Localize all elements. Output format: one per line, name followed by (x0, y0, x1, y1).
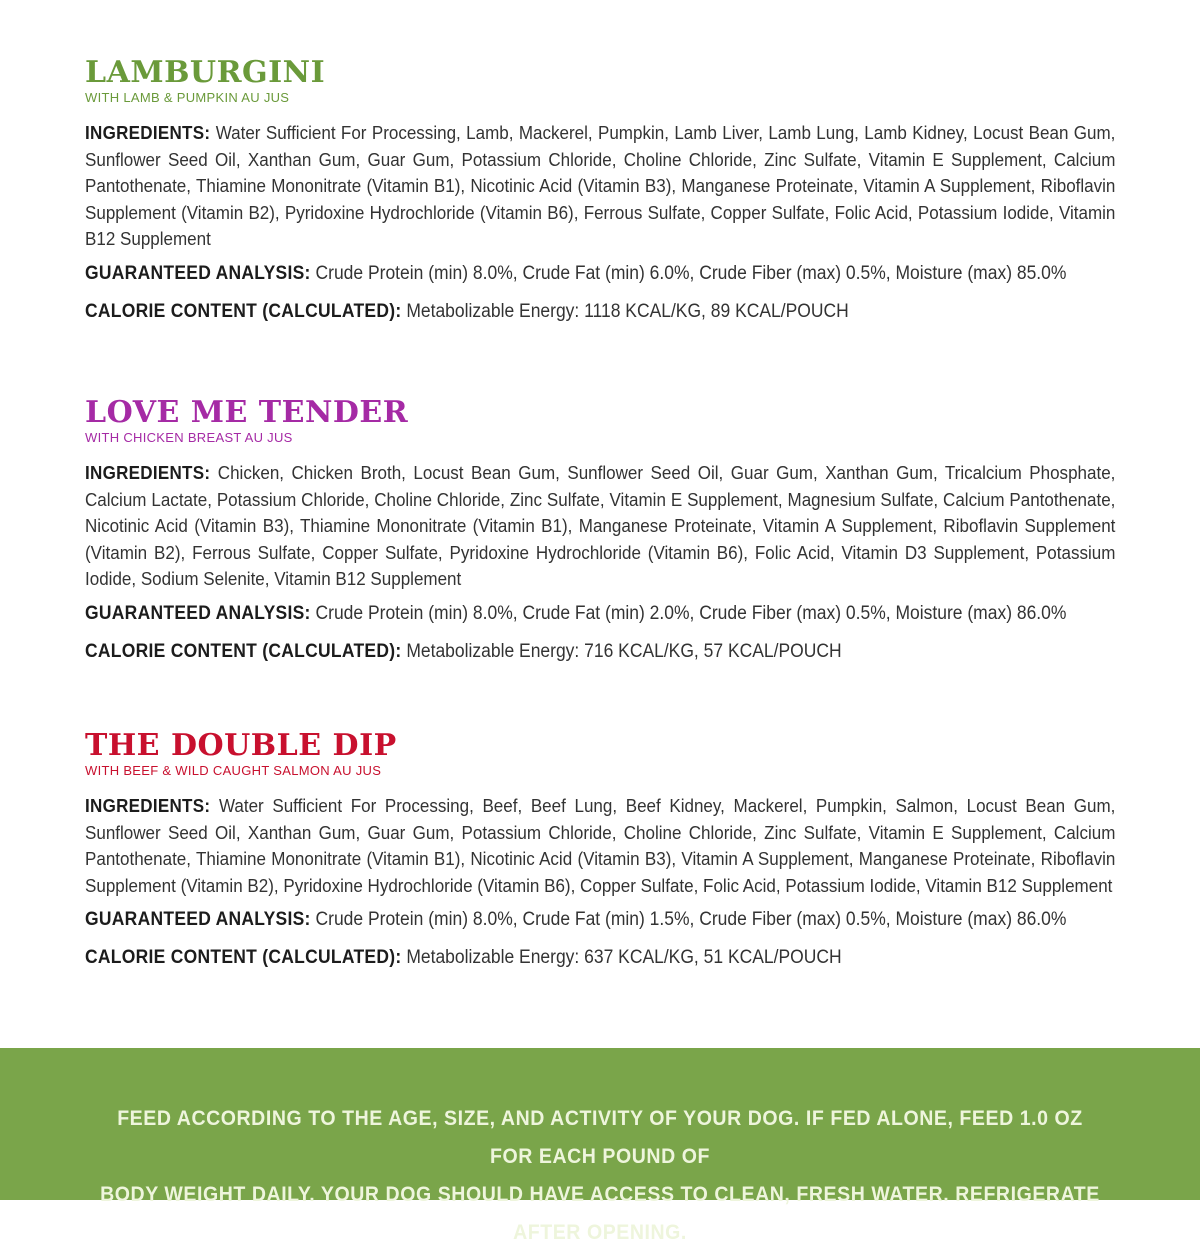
analysis-label: GUARANTEED ANALYSIS: (85, 909, 311, 931)
ingredients-paragraph (85, 120, 1115, 253)
calorie-content-row (85, 299, 1033, 325)
analysis-label: GUARANTEED ANALYSIS: (85, 602, 311, 624)
ingredients-text: Water Sufficient For Processing, Beef, Beef Lung, Beef Kidney, Mackerel, Pumpkin, Salmon, Locust Bean Gum, Sunflower Seed Oil, Xanthan Gum, Guar Gum, Potassium Chloride, Choline Chloride, Zinc Sulfate, Vitamin E Supplement, Calcium Pantothenate, Thiamine Mononitrate (Vitamin B1), Nicotinic Acid (Vitamin B3), Vitamin A Supplement, Manganese Proteinate, Riboflavin Supplement (Vitamin B2), Pyridoxine Hydrochloride (Vitamin B6), Copper Sulfate, Folic Acid, Potassium Iodide, Vitamin B12 Supplement (85, 795, 1116, 896)
analysis-text: Crude Protein (min) 8.0%, Crude Fat (min) 2.0%, Crude Fiber (max) 0.5%, Moisture (max) 86.0% (315, 602, 1067, 624)
product-title: LAMBURGINI (85, 55, 326, 90)
guaranteed-analysis-row (85, 907, 1067, 933)
feeding-instructions-text (98, 1100, 1102, 1252)
calorie-label: CALORIE CONTENT (CALCULATED): (85, 300, 402, 322)
calorie-label: CALORIE CONTENT (CALCULATED): (85, 640, 402, 662)
ingredients-text: Water Sufficient For Processing, Lamb, Mackerel, Pumpkin, Lamb Liver, Lamb Lung, Lamb Kidney, Locust Bean Gum, Sunflower Seed Oil, Xanthan Gum, Guar Gum, Potassium Chloride, Choline Chloride, Zinc Sulfate, Vitamin E Supplement, Calcium Pantothenate, Thiamine Mononitrate (Vitamin B1), Nicotinic Acid (Vitamin B3), Manganese Proteinate, Vitamin A Supplement, Riboflavin Supplement (Vitamin B2), Pyridoxine Hydrochloride (Vitamin B6), Ferrous Sulfate, Copper Sulfate, Folic Acid, Potassium Iodide, Vitamin B12 Supplement (85, 122, 1116, 250)
calorie-content-row (85, 639, 1033, 665)
calorie-text: Metabolizable Energy: 637 KCAL/KG, 51 KCAL/POUCH (406, 947, 842, 969)
feeding-instructions-line-2: BODY WEIGHT DAILY. YOUR DOG SHOULD HAVE ACCESS TO CLEAN, FRESH WATER. REFRIGERATE AFTER OPENING. (100, 1183, 1100, 1244)
calorie-content-row (85, 945, 1033, 971)
product-section-lamburgini (85, 56, 1115, 337)
ingredients-paragraph (85, 793, 1115, 899)
calorie-text: Metabolizable Energy: 716 KCAL/KG, 57 KCAL/POUCH (406, 640, 842, 662)
feeding-instructions-line-1: FEED ACCORDING TO THE AGE, SIZE, AND ACTIVITY OF YOUR DOG. IF FED ALONE, FEED 1.0 OZ FOR EACH POUND OF (117, 1107, 1083, 1168)
guaranteed-analysis-row (85, 601, 1067, 627)
analysis-label: GUARANTEED ANALYSIS: (85, 262, 311, 284)
product-title: THE DOUBLE DIP (85, 728, 397, 763)
calorie-label: CALORIE CONTENT (CALCULATED): (85, 947, 402, 969)
calorie-text: Metabolizable Energy: 1118 KCAL/KG, 89 KCAL/POUCH (406, 300, 849, 322)
analysis-text: Crude Protein (min) 8.0%, Crude Fat (min) 6.0%, Crude Fiber (max) 0.5%, Moisture (max) 85.0% (315, 262, 1067, 284)
ingredients-label: INGREDIENTS: (85, 122, 211, 143)
product-section-double-dip (85, 729, 1115, 983)
ingredients-label: INGREDIENTS: (85, 462, 211, 483)
feeding-instructions-banner (0, 1048, 1200, 1244)
ingredients-text: Chicken, Chicken Broth, Locust Bean Gum, Sunflower Seed Oil, Guar Gum, Xanthan Gum, Tricalcium Phosphate, Calcium Lactate, Potassium Chloride, Choline Chloride, Zinc Sulfate, Vitamin E Supplement, Magnesium Sulfate, Calcium Pantothenate, Nicotinic Acid (Vitamin B3), Thiamine Mononitrate (Vitamin B1), Manganese Proteinate, Vitamin A Supplement, Riboflavin Supplement (Vitamin B2), Ferrous Sulfate, Copper Sulfate, Pyridoxine Hydrochloride (Vitamin B6), Folic Acid, Vitamin D3 Supplement, Potassium Iodide, Sodium Selenite, Vitamin B12 Supplement (85, 462, 1116, 590)
product-subtitle: WITH BEEF & WILD CAUGHT SALMON AU JUS (85, 763, 382, 778)
ingredients-paragraph (85, 460, 1115, 593)
guaranteed-analysis-row (85, 261, 1067, 287)
product-section-love-me-tender (85, 396, 1115, 677)
product-subtitle: WITH CHICKEN BREAST AU JUS (85, 430, 293, 445)
product-title: LOVE ME TENDER (85, 395, 409, 430)
ingredients-label: INGREDIENTS: (85, 795, 211, 816)
product-subtitle: WITH LAMB & PUMPKIN AU JUS (85, 90, 290, 105)
analysis-text: Crude Protein (min) 8.0%, Crude Fat (min) 1.5%, Crude Fiber (max) 0.5%, Moisture (max) 86.0% (315, 909, 1067, 931)
